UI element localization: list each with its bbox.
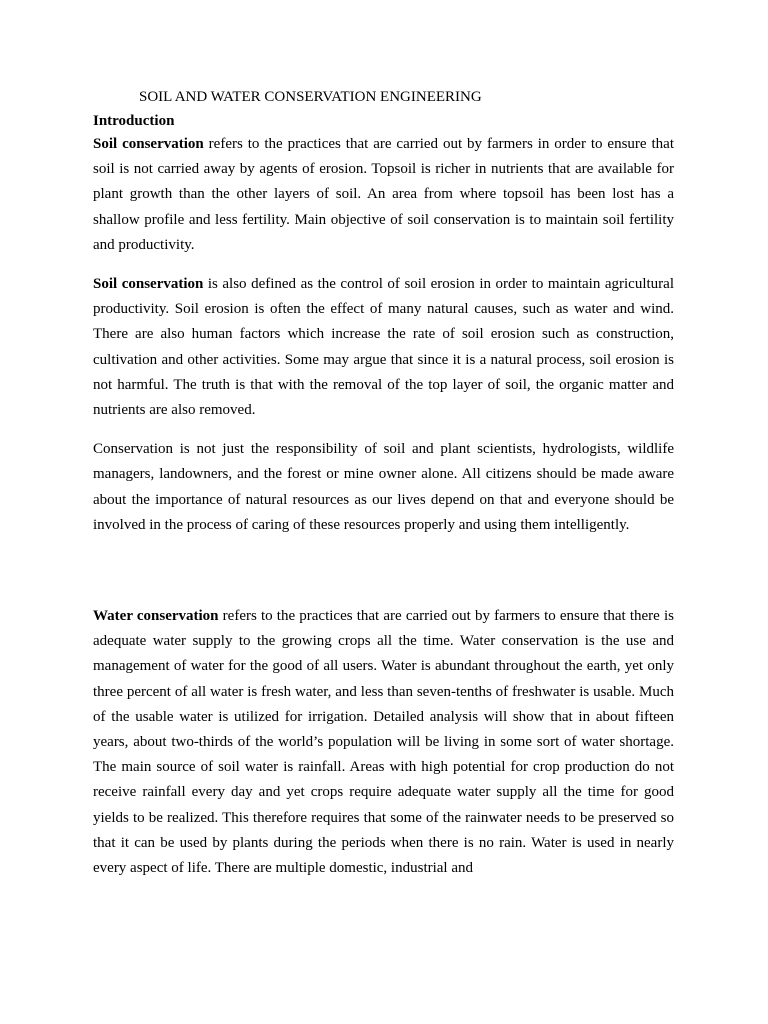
paragraph-term: Water conservation bbox=[93, 608, 219, 625]
document-title: SOIL AND WATER CONSERVATION ENGINEERING bbox=[139, 89, 482, 105]
paragraph-term: Soil conservation bbox=[93, 136, 204, 152]
document-page bbox=[93, 86, 674, 881]
paragraph-term: Soil conservation bbox=[93, 276, 204, 293]
paragraph-text: Conservation is not just the responsibility of soil and plant scientists, hydrologists, wildlife managers, landowners, and the forest or mine owner alone. All citizens should be made aware about the importance of natural resources as our lives depend on that and everyone should be involved in the process of caring of these resources properly and using them intelligently. bbox=[93, 441, 674, 533]
section-heading-introduction: Introduction bbox=[93, 113, 175, 129]
paragraph-text: refers to the practices that are carried out by farmers in order to ensure that soil is not carried away by agents of erosion. Topsoil is richer in nutrients that are available for plant growth than the other layers of soil. An area from where topsoil has been lost has a shallow profile and less fertility. Main objective of soil conservation is to maintain soil fertility and productivity. bbox=[93, 136, 674, 253]
paragraph-text: is also defined as the control of soil erosion in order to maintain agricultural productivity. Soil erosion is often the effect of many natural causes, such as water and wind. There are also human factors which increase the rate of soil erosion such as construction, cultivation and other activities. Some may argue that since it is a natural process, soil erosion is not harmful. The truth is that with the removal of the top layer of soil, the organic matter and nutrients are also removed. bbox=[93, 276, 674, 419]
paragraph-conservation-responsibility bbox=[93, 437, 674, 538]
paragraph-text: refers to the practices that are carried out by farmers to ensure that there is adequate water supply to the growing crops all the time. Water conservation is the use and management of water for the good of all users. Water is abundant throughout the earth, yet only three percent of all water is fresh water, and less than seven-tenths of freshwater is usable. Much of the usable water is utilized for irrigation. Detailed analysis will show that in about fifteen years, about two-thirds of the world’s population will be living in some sort of water shortage. The main source of soil water is rainfall. Areas with high potential for crop production do not receive rainfall every day and yet crops require adequate water supply all the time for good yields to be realized. This therefore requires that some of the rainwater needs to be preserved so that it can be used by plants during the periods when there is no rain. Water is used in nearly every aspect of life. There are multiple domestic, industrial and bbox=[93, 608, 674, 877]
paragraph-soil-conservation-definition bbox=[93, 132, 674, 258]
paragraph-soil-erosion-control bbox=[93, 272, 674, 423]
paragraph-water-conservation-definition bbox=[93, 604, 674, 881]
